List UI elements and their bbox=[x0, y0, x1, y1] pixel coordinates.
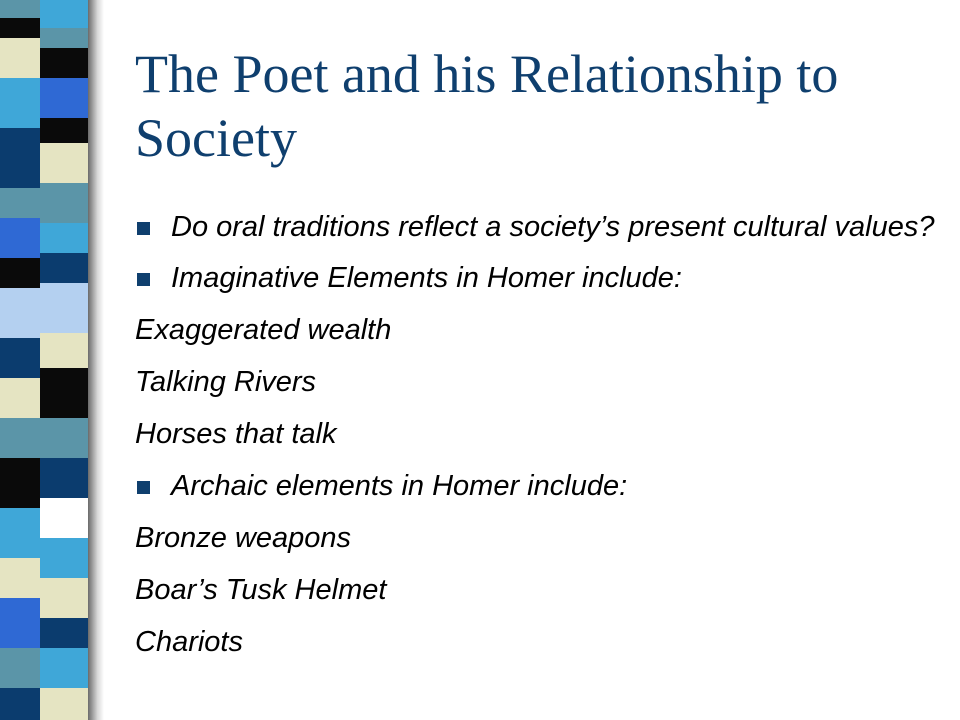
stripe-block bbox=[0, 458, 40, 508]
bullet-text: Imaginative Elements in Homer include: bbox=[171, 262, 682, 294]
stripe-block bbox=[40, 0, 88, 28]
bullet-item bbox=[135, 469, 935, 503]
stripe-block bbox=[0, 38, 40, 78]
stripe-shadow bbox=[88, 0, 104, 720]
list-item: Chariots bbox=[135, 626, 243, 658]
stripe-block bbox=[40, 578, 88, 618]
bullet-item bbox=[135, 210, 935, 244]
stripe-block bbox=[0, 338, 40, 378]
stripe-block bbox=[40, 618, 88, 648]
stripe-block bbox=[40, 648, 88, 688]
stripe-block bbox=[40, 538, 88, 578]
stripe-block bbox=[0, 218, 40, 258]
list-item: Horses that talk bbox=[135, 418, 337, 450]
stripe-block bbox=[40, 498, 88, 538]
stripe-block bbox=[40, 333, 88, 368]
stripe-block bbox=[0, 258, 40, 288]
stripe-block bbox=[40, 118, 88, 143]
bullet-text: Archaic elements in Homer include: bbox=[171, 470, 628, 502]
stripe-block bbox=[40, 223, 88, 253]
stripe-block bbox=[0, 558, 40, 598]
stripe-block bbox=[40, 78, 88, 118]
stripe-block bbox=[40, 418, 88, 458]
stripe-column-left bbox=[0, 0, 40, 720]
stripe-block bbox=[40, 183, 88, 223]
stripe-block bbox=[0, 508, 40, 558]
stripe-block bbox=[0, 598, 40, 648]
bullet-item bbox=[135, 261, 935, 295]
bullet-text: Do oral traditions reflect a society’s present cultural values? bbox=[171, 211, 935, 243]
stripe-block bbox=[40, 28, 88, 48]
stripe-block bbox=[0, 128, 40, 188]
stripe-block bbox=[40, 458, 88, 498]
stripe-block bbox=[0, 288, 40, 338]
slide-body-list bbox=[135, 210, 935, 659]
decorative-stripe-bar bbox=[0, 0, 104, 720]
stripe-block bbox=[0, 648, 40, 688]
stripe-block bbox=[40, 283, 88, 333]
list-item: Exaggerated wealth bbox=[135, 314, 392, 346]
stripe-block bbox=[0, 688, 40, 720]
list-item: Talking Rivers bbox=[135, 366, 317, 398]
stripe-block bbox=[0, 18, 40, 38]
stripe-block bbox=[0, 378, 40, 418]
stripe-column-right bbox=[40, 0, 88, 720]
stripe-block bbox=[0, 188, 40, 218]
list-item: Boar’s Tusk Helmet bbox=[135, 574, 387, 606]
stripe-block bbox=[0, 0, 40, 18]
stripe-block bbox=[40, 143, 88, 183]
list-item: Bronze weapons bbox=[135, 522, 352, 554]
stripe-block bbox=[40, 48, 88, 78]
slide-title: The Poet and his Relationship to Society bbox=[135, 44, 839, 168]
stripe-block bbox=[40, 253, 88, 283]
stripe-block bbox=[0, 78, 40, 128]
stripe-block bbox=[40, 688, 88, 720]
stripe-block bbox=[40, 368, 88, 418]
stripe-block bbox=[0, 418, 40, 458]
